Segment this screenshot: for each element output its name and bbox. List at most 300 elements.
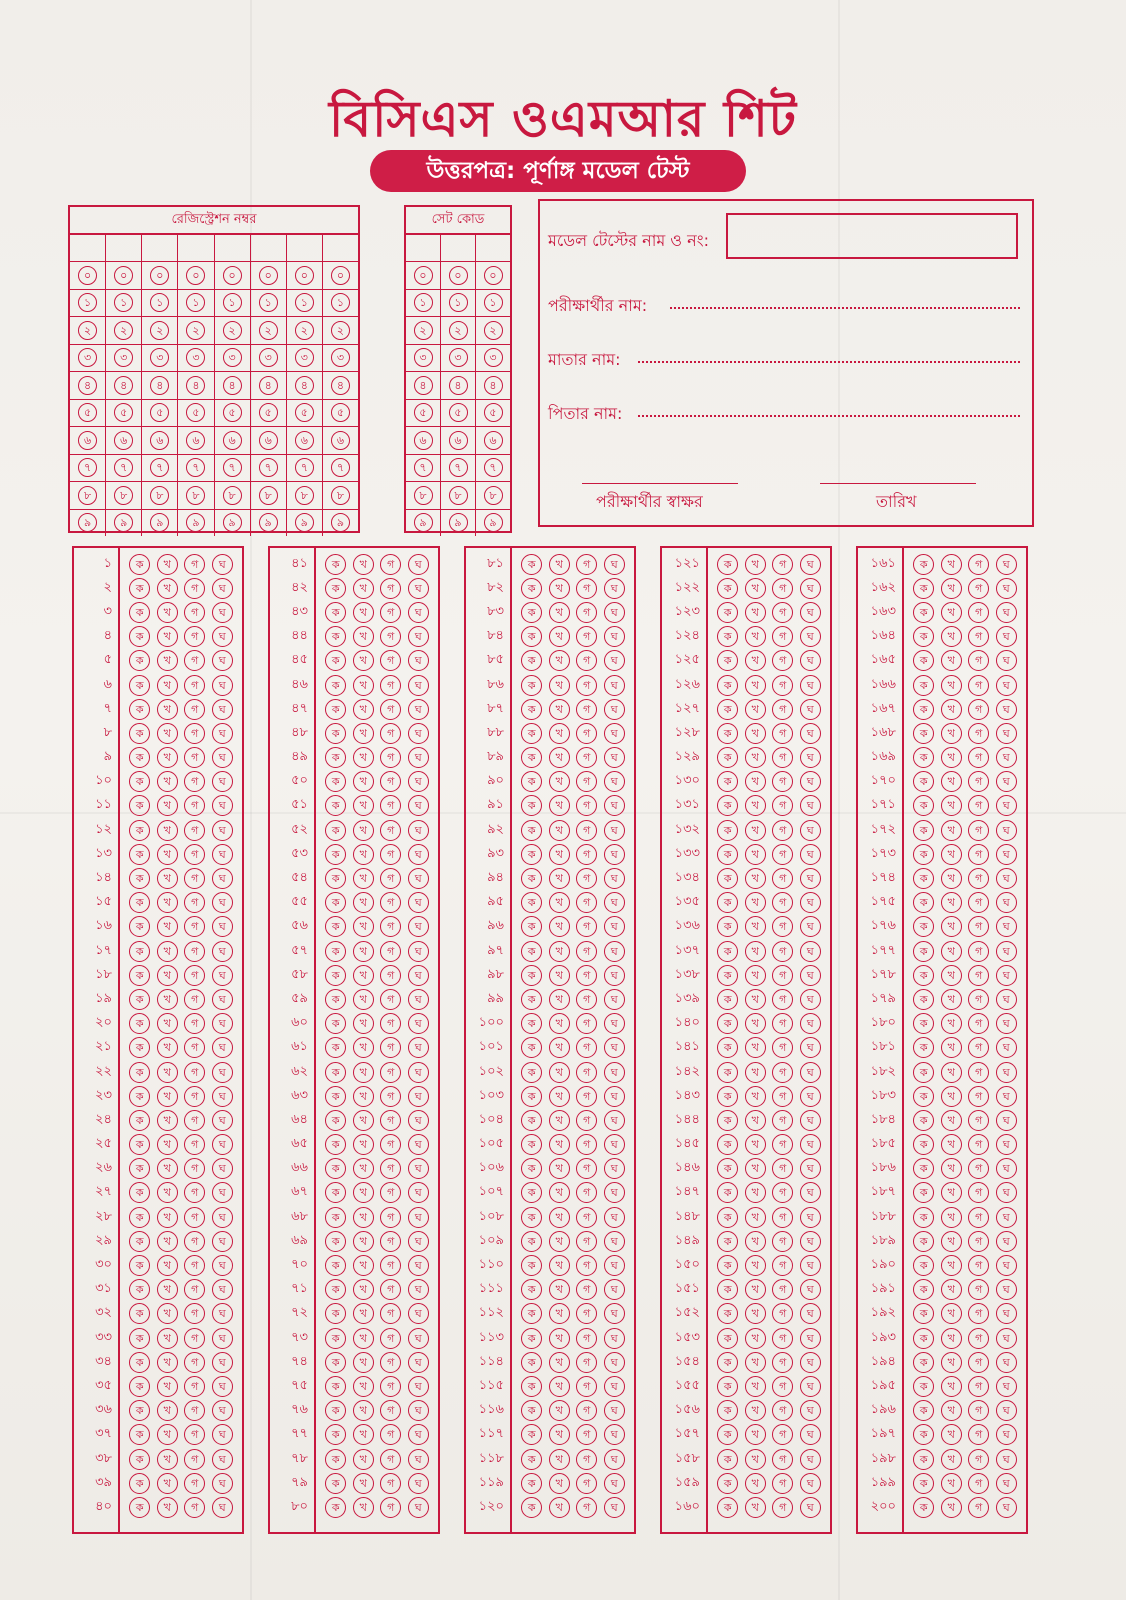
- answer-option-bubble[interactable]: ঘ: [212, 795, 233, 816]
- answer-option-bubble[interactable]: গ: [576, 844, 597, 865]
- answer-option-bubble[interactable]: গ: [772, 1013, 793, 1034]
- answer-option-bubble[interactable]: ক: [913, 965, 934, 986]
- answer-option-bubble[interactable]: খ: [353, 1255, 374, 1276]
- answer-option-bubble[interactable]: গ: [968, 675, 989, 696]
- answer-option-bubble[interactable]: ক: [325, 699, 346, 720]
- answer-option-bubble[interactable]: ক: [913, 699, 934, 720]
- answer-option-bubble[interactable]: ক: [717, 1303, 738, 1324]
- answer-option-bubble[interactable]: ক: [717, 1134, 738, 1155]
- answer-option-bubble[interactable]: ক: [521, 892, 542, 913]
- set-code-digit-bubble[interactable]: ৮: [449, 486, 468, 505]
- answer-option-bubble[interactable]: ক: [129, 1182, 150, 1203]
- answer-option-bubble[interactable]: খ: [353, 989, 374, 1010]
- answer-option-bubble[interactable]: ক: [129, 820, 150, 841]
- answer-option-bubble[interactable]: ক: [913, 1352, 934, 1373]
- registration-digit-bubble[interactable]: ০: [78, 266, 97, 285]
- answer-option-bubble[interactable]: ক: [521, 1449, 542, 1470]
- answer-option-bubble[interactable]: ক: [325, 626, 346, 647]
- answer-option-bubble[interactable]: ঘ: [604, 747, 625, 768]
- registration-digit-bubble[interactable]: ৮: [114, 486, 133, 505]
- answer-option-bubble[interactable]: খ: [745, 675, 766, 696]
- answer-option-bubble[interactable]: ঘ: [800, 1013, 821, 1034]
- answer-option-bubble[interactable]: খ: [941, 675, 962, 696]
- answer-option-bubble[interactable]: ঘ: [800, 892, 821, 913]
- set-code-digit-bubble[interactable]: ১: [449, 293, 468, 312]
- answer-option-bubble[interactable]: গ: [772, 1231, 793, 1252]
- registration-digit-bubble[interactable]: ৪: [295, 376, 314, 395]
- candidate-name-field[interactable]: [670, 307, 1020, 309]
- answer-option-bubble[interactable]: গ: [184, 1328, 205, 1349]
- answer-option-bubble[interactable]: ঘ: [408, 892, 429, 913]
- answer-option-bubble[interactable]: গ: [772, 1110, 793, 1131]
- answer-option-bubble[interactable]: খ: [549, 916, 570, 937]
- answer-option-bubble[interactable]: ঘ: [800, 554, 821, 575]
- answer-option-bubble[interactable]: খ: [941, 820, 962, 841]
- answer-option-bubble[interactable]: ঘ: [408, 1255, 429, 1276]
- answer-option-bubble[interactable]: গ: [968, 1328, 989, 1349]
- answer-option-bubble[interactable]: খ: [353, 1134, 374, 1155]
- answer-option-bubble[interactable]: ঘ: [800, 626, 821, 647]
- answer-option-bubble[interactable]: খ: [745, 868, 766, 889]
- set-code-digit-bubble[interactable]: ৮: [484, 486, 503, 505]
- answer-option-bubble[interactable]: গ: [184, 1352, 205, 1373]
- answer-option-bubble[interactable]: খ: [353, 1328, 374, 1349]
- answer-option-bubble[interactable]: গ: [772, 1279, 793, 1300]
- answer-option-bubble[interactable]: খ: [549, 1037, 570, 1058]
- registration-digit-bubble[interactable]: ৪: [186, 376, 205, 395]
- registration-write-box[interactable]: [251, 235, 286, 262]
- answer-option-bubble[interactable]: খ: [157, 1110, 178, 1131]
- answer-option-bubble[interactable]: খ: [157, 1497, 178, 1518]
- answer-option-bubble[interactable]: ক: [521, 1062, 542, 1083]
- answer-option-bubble[interactable]: গ: [380, 965, 401, 986]
- answer-option-bubble[interactable]: ঘ: [408, 868, 429, 889]
- answer-option-bubble[interactable]: গ: [184, 747, 205, 768]
- answer-option-bubble[interactable]: ঘ: [212, 723, 233, 744]
- answer-option-bubble[interactable]: গ: [184, 844, 205, 865]
- answer-option-bubble[interactable]: ক: [325, 820, 346, 841]
- answer-option-bubble[interactable]: খ: [157, 1182, 178, 1203]
- answer-option-bubble[interactable]: ঘ: [212, 675, 233, 696]
- answer-option-bubble[interactable]: ক: [521, 554, 542, 575]
- answer-option-bubble[interactable]: খ: [941, 554, 962, 575]
- answer-option-bubble[interactable]: গ: [184, 1449, 205, 1470]
- answer-option-bubble[interactable]: ঘ: [800, 602, 821, 623]
- answer-option-bubble[interactable]: ঘ: [996, 626, 1017, 647]
- answer-option-bubble[interactable]: খ: [745, 1134, 766, 1155]
- answer-option-bubble[interactable]: ঘ: [996, 892, 1017, 913]
- answer-option-bubble[interactable]: ক: [913, 1497, 934, 1518]
- answer-option-bubble[interactable]: ঘ: [212, 626, 233, 647]
- registration-digit-bubble[interactable]: ৭: [223, 458, 242, 477]
- answer-option-bubble[interactable]: ঘ: [604, 1255, 625, 1276]
- answer-option-bubble[interactable]: ঘ: [212, 1134, 233, 1155]
- answer-option-bubble[interactable]: ক: [325, 1497, 346, 1518]
- answer-option-bubble[interactable]: ক: [913, 1062, 934, 1083]
- answer-option-bubble[interactable]: ঘ: [408, 747, 429, 768]
- answer-option-bubble[interactable]: ঘ: [996, 602, 1017, 623]
- answer-option-bubble[interactable]: ক: [325, 554, 346, 575]
- answer-option-bubble[interactable]: গ: [184, 1303, 205, 1324]
- answer-option-bubble[interactable]: খ: [941, 650, 962, 671]
- answer-option-bubble[interactable]: ক: [913, 626, 934, 647]
- answer-option-bubble[interactable]: গ: [772, 868, 793, 889]
- answer-option-bubble[interactable]: ক: [913, 1110, 934, 1131]
- answer-option-bubble[interactable]: খ: [157, 1158, 178, 1179]
- answer-option-bubble[interactable]: গ: [772, 771, 793, 792]
- answer-option-bubble[interactable]: ক: [521, 578, 542, 599]
- answer-option-bubble[interactable]: ক: [521, 1255, 542, 1276]
- answer-option-bubble[interactable]: গ: [576, 1037, 597, 1058]
- answer-option-bubble[interactable]: গ: [576, 1328, 597, 1349]
- answer-option-bubble[interactable]: ঘ: [996, 1279, 1017, 1300]
- answer-option-bubble[interactable]: গ: [576, 1231, 597, 1252]
- registration-digit-bubble[interactable]: ৭: [150, 458, 169, 477]
- answer-option-bubble[interactable]: গ: [184, 1013, 205, 1034]
- answer-option-bubble[interactable]: খ: [745, 1400, 766, 1421]
- answer-option-bubble[interactable]: ঘ: [212, 844, 233, 865]
- answer-option-bubble[interactable]: গ: [184, 626, 205, 647]
- answer-option-bubble[interactable]: খ: [941, 1037, 962, 1058]
- answer-option-bubble[interactable]: খ: [157, 1013, 178, 1034]
- answer-option-bubble[interactable]: ক: [521, 1134, 542, 1155]
- registration-digit-bubble[interactable]: ৬: [331, 431, 350, 450]
- answer-option-bubble[interactable]: ঘ: [996, 1134, 1017, 1155]
- answer-option-bubble[interactable]: খ: [941, 844, 962, 865]
- registration-digit-bubble[interactable]: ২: [186, 321, 205, 340]
- answer-option-bubble[interactable]: ক: [717, 1473, 738, 1494]
- answer-option-bubble[interactable]: ক: [913, 650, 934, 671]
- set-code-digit-bubble[interactable]: ১: [484, 293, 503, 312]
- answer-option-bubble[interactable]: খ: [549, 723, 570, 744]
- answer-option-bubble[interactable]: ক: [325, 1279, 346, 1300]
- registration-digit-bubble[interactable]: ২: [331, 321, 350, 340]
- answer-option-bubble[interactable]: গ: [380, 1062, 401, 1083]
- answer-option-bubble[interactable]: গ: [576, 1473, 597, 1494]
- answer-option-bubble[interactable]: গ: [184, 1134, 205, 1155]
- answer-option-bubble[interactable]: গ: [576, 1279, 597, 1300]
- answer-option-bubble[interactable]: গ: [380, 650, 401, 671]
- answer-option-bubble[interactable]: খ: [353, 844, 374, 865]
- answer-option-bubble[interactable]: খ: [549, 1207, 570, 1228]
- answer-option-bubble[interactable]: ক: [717, 554, 738, 575]
- registration-digit-bubble[interactable]: ৮: [150, 486, 169, 505]
- answer-option-bubble[interactable]: ক: [325, 1424, 346, 1445]
- answer-option-bubble[interactable]: ঘ: [800, 1182, 821, 1203]
- answer-option-bubble[interactable]: ক: [325, 916, 346, 937]
- answer-option-bubble[interactable]: গ: [184, 989, 205, 1010]
- answer-option-bubble[interactable]: ঘ: [212, 1013, 233, 1034]
- answer-option-bubble[interactable]: খ: [353, 675, 374, 696]
- answer-option-bubble[interactable]: গ: [772, 650, 793, 671]
- answer-option-bubble[interactable]: ঘ: [604, 989, 625, 1010]
- answer-option-bubble[interactable]: ঘ: [996, 1062, 1017, 1083]
- answer-option-bubble[interactable]: গ: [968, 1376, 989, 1397]
- answer-option-bubble[interactable]: ঘ: [800, 965, 821, 986]
- registration-write-box[interactable]: [287, 235, 322, 262]
- answer-option-bubble[interactable]: গ: [576, 868, 597, 889]
- answer-option-bubble[interactable]: ঘ: [604, 1303, 625, 1324]
- registration-digit-bubble[interactable]: ৩: [186, 348, 205, 367]
- answer-option-bubble[interactable]: গ: [772, 795, 793, 816]
- answer-option-bubble[interactable]: গ: [772, 1037, 793, 1058]
- registration-digit-bubble[interactable]: ৫: [223, 403, 242, 422]
- answer-option-bubble[interactable]: ক: [521, 1376, 542, 1397]
- answer-option-bubble[interactable]: ঘ: [212, 1062, 233, 1083]
- answer-option-bubble[interactable]: ঘ: [800, 1376, 821, 1397]
- answer-option-bubble[interactable]: ঘ: [604, 602, 625, 623]
- answer-option-bubble[interactable]: ক: [129, 868, 150, 889]
- answer-option-bubble[interactable]: ঘ: [800, 1207, 821, 1228]
- answer-option-bubble[interactable]: গ: [772, 578, 793, 599]
- registration-digit-bubble[interactable]: ১: [331, 293, 350, 312]
- answer-option-bubble[interactable]: খ: [745, 723, 766, 744]
- answer-option-bubble[interactable]: খ: [941, 1400, 962, 1421]
- registration-digit-bubble[interactable]: ৭: [186, 458, 205, 477]
- answer-option-bubble[interactable]: খ: [745, 941, 766, 962]
- registration-digit-bubble[interactable]: ৬: [78, 431, 97, 450]
- registration-write-box[interactable]: [70, 235, 105, 262]
- answer-option-bubble[interactable]: ক: [913, 1449, 934, 1470]
- answer-option-bubble[interactable]: ক: [717, 650, 738, 671]
- answer-option-bubble[interactable]: গ: [968, 1255, 989, 1276]
- answer-option-bubble[interactable]: ক: [521, 1207, 542, 1228]
- answer-option-bubble[interactable]: ক: [717, 1352, 738, 1373]
- registration-digit-bubble[interactable]: ৬: [150, 431, 169, 450]
- answer-option-bubble[interactable]: গ: [576, 795, 597, 816]
- answer-option-bubble[interactable]: ক: [913, 1231, 934, 1252]
- answer-option-bubble[interactable]: ঘ: [408, 602, 429, 623]
- set-code-write-box[interactable]: [406, 235, 440, 262]
- answer-option-bubble[interactable]: ঘ: [212, 1086, 233, 1107]
- answer-option-bubble[interactable]: ঘ: [996, 554, 1017, 575]
- answer-option-bubble[interactable]: ঘ: [604, 1497, 625, 1518]
- answer-option-bubble[interactable]: ঘ: [212, 578, 233, 599]
- answer-option-bubble[interactable]: গ: [968, 626, 989, 647]
- answer-option-bubble[interactable]: গ: [968, 941, 989, 962]
- answer-option-bubble[interactable]: ঘ: [800, 844, 821, 865]
- answer-option-bubble[interactable]: ঘ: [212, 1328, 233, 1349]
- answer-option-bubble[interactable]: ক: [717, 1400, 738, 1421]
- answer-option-bubble[interactable]: গ: [184, 795, 205, 816]
- answer-option-bubble[interactable]: ঘ: [212, 602, 233, 623]
- answer-option-bubble[interactable]: খ: [745, 1255, 766, 1276]
- answer-option-bubble[interactable]: গ: [184, 1400, 205, 1421]
- answer-option-bubble[interactable]: গ: [968, 1207, 989, 1228]
- answer-option-bubble[interactable]: খ: [941, 1352, 962, 1373]
- answer-option-bubble[interactable]: ঘ: [408, 1279, 429, 1300]
- answer-option-bubble[interactable]: ক: [129, 650, 150, 671]
- answer-option-bubble[interactable]: ক: [913, 1328, 934, 1349]
- registration-digit-bubble[interactable]: ৮: [223, 486, 242, 505]
- answer-option-bubble[interactable]: গ: [184, 554, 205, 575]
- answer-option-bubble[interactable]: ঘ: [408, 771, 429, 792]
- answer-option-bubble[interactable]: খ: [549, 1013, 570, 1034]
- answer-option-bubble[interactable]: ঘ: [996, 868, 1017, 889]
- answer-option-bubble[interactable]: গ: [968, 1062, 989, 1083]
- answer-option-bubble[interactable]: খ: [157, 1255, 178, 1276]
- answer-option-bubble[interactable]: খ: [549, 892, 570, 913]
- registration-digit-bubble[interactable]: ৯: [259, 513, 278, 532]
- answer-option-bubble[interactable]: ঘ: [604, 1086, 625, 1107]
- answer-option-bubble[interactable]: গ: [968, 1231, 989, 1252]
- answer-option-bubble[interactable]: ঘ: [212, 1376, 233, 1397]
- answer-option-bubble[interactable]: ক: [913, 1473, 934, 1494]
- answer-option-bubble[interactable]: খ: [157, 675, 178, 696]
- answer-option-bubble[interactable]: ক: [129, 795, 150, 816]
- set-code-digit-bubble[interactable]: ৬: [449, 431, 468, 450]
- answer-option-bubble[interactable]: ঘ: [800, 989, 821, 1010]
- answer-option-bubble[interactable]: ক: [325, 650, 346, 671]
- answer-option-bubble[interactable]: খ: [549, 795, 570, 816]
- answer-option-bubble[interactable]: ক: [717, 699, 738, 720]
- answer-option-bubble[interactable]: খ: [353, 1376, 374, 1397]
- answer-option-bubble[interactable]: খ: [941, 965, 962, 986]
- answer-option-bubble[interactable]: ক: [717, 1231, 738, 1252]
- answer-option-bubble[interactable]: ক: [129, 892, 150, 913]
- answer-option-bubble[interactable]: ক: [325, 1062, 346, 1083]
- registration-digit-bubble[interactable]: ১: [114, 293, 133, 312]
- answer-option-bubble[interactable]: গ: [380, 1400, 401, 1421]
- answer-option-bubble[interactable]: খ: [745, 844, 766, 865]
- answer-option-bubble[interactable]: ক: [325, 602, 346, 623]
- answer-option-bubble[interactable]: ঘ: [996, 578, 1017, 599]
- answer-option-bubble[interactable]: খ: [353, 868, 374, 889]
- answer-option-bubble[interactable]: ঘ: [408, 795, 429, 816]
- answer-option-bubble[interactable]: খ: [549, 626, 570, 647]
- answer-option-bubble[interactable]: গ: [968, 1182, 989, 1203]
- answer-option-bubble[interactable]: ঘ: [408, 1400, 429, 1421]
- answer-option-bubble[interactable]: ক: [325, 747, 346, 768]
- answer-option-bubble[interactable]: গ: [380, 1013, 401, 1034]
- answer-option-bubble[interactable]: ক: [129, 578, 150, 599]
- registration-digit-bubble[interactable]: ১: [259, 293, 278, 312]
- answer-option-bubble[interactable]: ঘ: [212, 1279, 233, 1300]
- registration-digit-bubble[interactable]: ৩: [331, 348, 350, 367]
- answer-option-bubble[interactable]: ঘ: [408, 1086, 429, 1107]
- answer-option-bubble[interactable]: ঘ: [800, 916, 821, 937]
- answer-option-bubble[interactable]: ঘ: [212, 892, 233, 913]
- answer-option-bubble[interactable]: খ: [941, 1086, 962, 1107]
- date-line[interactable]: [820, 483, 976, 484]
- answer-option-bubble[interactable]: ঘ: [800, 1086, 821, 1107]
- answer-option-bubble[interactable]: গ: [576, 578, 597, 599]
- answer-option-bubble[interactable]: গ: [968, 699, 989, 720]
- registration-digit-bubble[interactable]: ৭: [78, 458, 97, 477]
- answer-option-bubble[interactable]: ঘ: [604, 1182, 625, 1203]
- answer-option-bubble[interactable]: ক: [129, 1037, 150, 1058]
- answer-option-bubble[interactable]: খ: [353, 1231, 374, 1252]
- answer-option-bubble[interactable]: ঘ: [604, 1352, 625, 1373]
- answer-option-bubble[interactable]: ক: [521, 626, 542, 647]
- answer-option-bubble[interactable]: ঘ: [212, 965, 233, 986]
- set-code-digit-bubble[interactable]: ৭: [449, 458, 468, 477]
- answer-option-bubble[interactable]: খ: [353, 1013, 374, 1034]
- answer-option-bubble[interactable]: ক: [913, 602, 934, 623]
- set-code-digit-bubble[interactable]: ৩: [414, 348, 433, 367]
- registration-digit-bubble[interactable]: ৯: [295, 513, 314, 532]
- answer-option-bubble[interactable]: ক: [521, 1279, 542, 1300]
- answer-option-bubble[interactable]: গ: [380, 1231, 401, 1252]
- answer-option-bubble[interactable]: গ: [772, 1255, 793, 1276]
- answer-option-bubble[interactable]: ক: [521, 1473, 542, 1494]
- set-code-digit-bubble[interactable]: ২: [414, 321, 433, 340]
- answer-option-bubble[interactable]: ঘ: [800, 650, 821, 671]
- answer-option-bubble[interactable]: খ: [157, 1449, 178, 1470]
- answer-option-bubble[interactable]: খ: [353, 1086, 374, 1107]
- answer-option-bubble[interactable]: গ: [380, 554, 401, 575]
- answer-option-bubble[interactable]: ঘ: [212, 1182, 233, 1203]
- answer-option-bubble[interactable]: খ: [157, 602, 178, 623]
- answer-option-bubble[interactable]: গ: [772, 1303, 793, 1324]
- answer-option-bubble[interactable]: খ: [745, 989, 766, 1010]
- answer-option-bubble[interactable]: খ: [745, 1182, 766, 1203]
- answer-option-bubble[interactable]: খ: [941, 892, 962, 913]
- answer-option-bubble[interactable]: খ: [745, 1037, 766, 1058]
- answer-option-bubble[interactable]: খ: [549, 1497, 570, 1518]
- answer-option-bubble[interactable]: ঘ: [408, 1497, 429, 1518]
- answer-option-bubble[interactable]: ঘ: [800, 820, 821, 841]
- answer-option-bubble[interactable]: গ: [968, 1424, 989, 1445]
- answer-option-bubble[interactable]: গ: [576, 747, 597, 768]
- answer-option-bubble[interactable]: ঘ: [408, 1013, 429, 1034]
- answer-option-bubble[interactable]: ক: [717, 1328, 738, 1349]
- answer-option-bubble[interactable]: খ: [549, 989, 570, 1010]
- answer-option-bubble[interactable]: ক: [717, 578, 738, 599]
- answer-option-bubble[interactable]: গ: [576, 820, 597, 841]
- registration-digit-bubble[interactable]: ০: [331, 266, 350, 285]
- answer-option-bubble[interactable]: গ: [576, 771, 597, 792]
- answer-option-bubble[interactable]: ঘ: [800, 1497, 821, 1518]
- answer-option-bubble[interactable]: ক: [717, 844, 738, 865]
- answer-option-bubble[interactable]: ক: [129, 1303, 150, 1324]
- answer-option-bubble[interactable]: ক: [717, 941, 738, 962]
- answer-option-bubble[interactable]: ঘ: [996, 1182, 1017, 1203]
- answer-option-bubble[interactable]: ঘ: [212, 771, 233, 792]
- answer-option-bubble[interactable]: খ: [941, 1328, 962, 1349]
- answer-option-bubble[interactable]: গ: [380, 1037, 401, 1058]
- answer-option-bubble[interactable]: গ: [968, 1158, 989, 1179]
- answer-option-bubble[interactable]: ঘ: [408, 844, 429, 865]
- answer-option-bubble[interactable]: ঘ: [212, 1207, 233, 1228]
- answer-option-bubble[interactable]: গ: [380, 1158, 401, 1179]
- answer-option-bubble[interactable]: গ: [380, 723, 401, 744]
- answer-option-bubble[interactable]: ঘ: [408, 1352, 429, 1373]
- answer-option-bubble[interactable]: খ: [353, 747, 374, 768]
- answer-option-bubble[interactable]: গ: [380, 1134, 401, 1155]
- answer-option-bubble[interactable]: ক: [325, 578, 346, 599]
- answer-option-bubble[interactable]: ঘ: [408, 916, 429, 937]
- answer-option-bubble[interactable]: ক: [717, 1376, 738, 1397]
- answer-option-bubble[interactable]: খ: [941, 795, 962, 816]
- answer-option-bubble[interactable]: ঘ: [212, 747, 233, 768]
- answer-option-bubble[interactable]: ক: [325, 941, 346, 962]
- answer-option-bubble[interactable]: ঘ: [604, 941, 625, 962]
- answer-option-bubble[interactable]: খ: [353, 1279, 374, 1300]
- registration-digit-bubble[interactable]: ৪: [223, 376, 242, 395]
- answer-option-bubble[interactable]: গ: [184, 868, 205, 889]
- answer-option-bubble[interactable]: ঘ: [408, 723, 429, 744]
- answer-option-bubble[interactable]: ঘ: [800, 1255, 821, 1276]
- answer-option-bubble[interactable]: খ: [157, 771, 178, 792]
- set-code-write-box[interactable]: [441, 235, 475, 262]
- answer-option-bubble[interactable]: ক: [717, 795, 738, 816]
- answer-option-bubble[interactable]: খ: [745, 1497, 766, 1518]
- answer-option-bubble[interactable]: গ: [184, 820, 205, 841]
- answer-option-bubble[interactable]: গ: [576, 1182, 597, 1203]
- answer-option-bubble[interactable]: ঘ: [800, 941, 821, 962]
- answer-option-bubble[interactable]: খ: [353, 554, 374, 575]
